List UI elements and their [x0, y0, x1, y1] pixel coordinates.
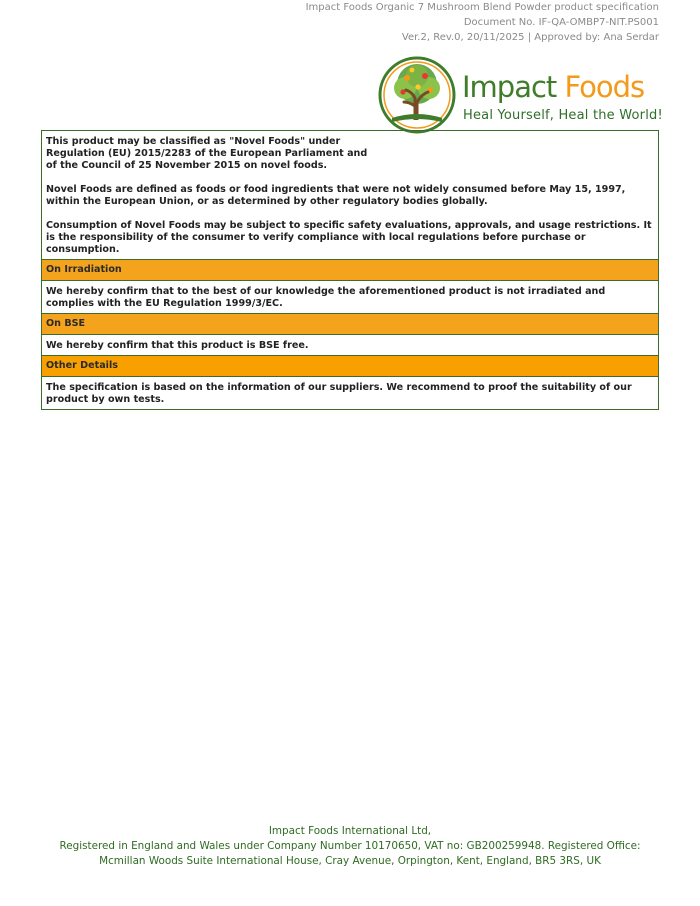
- novel-foods-paragraph-1: This product may be classified as "Novel Foods" under Regulation (EU) 2015/2283 of the European Parliament and of the Council of 25 November 2015 on novel foods.: [46, 136, 368, 171]
- company-logo: [378, 56, 663, 136]
- tree-logo-icon: [378, 56, 456, 134]
- section-heading-irradiation: On Irradiation: [42, 260, 658, 281]
- logo-wordmark: [462, 70, 644, 104]
- footer-registration: Registered in England and Wales under Company Number 10170650, VAT no: GB200259948. Registered Office:: [59, 840, 641, 852]
- section-heading-other-details: Other Details: [42, 356, 658, 377]
- novel-foods-paragraph-3: Consumption of Novel Foods may be subject to specific safety evaluations, approvals, and usage restrictions. It is the responsibility of the consumer to verify compliance with local regulations before purchase or consumption.: [46, 220, 652, 255]
- section-body-bse: We hereby confirm that this product is BSE free.: [42, 335, 658, 356]
- document-header: [306, 0, 659, 45]
- section-heading-bse: On BSE: [42, 314, 658, 335]
- logo-tagline: Heal Yourself, Heal the World!: [463, 108, 663, 123]
- header-title: Impact Foods Organic 7 Mushroom Blend Powder product specification: [305, 2, 659, 13]
- footer-company-name: Impact Foods International Ltd,: [268, 825, 432, 837]
- novel-foods-section: [42, 131, 658, 260]
- header-version: Ver.2, Rev.0, 20/11/2025 | Approved by: Ana Serdar: [401, 32, 659, 43]
- specification-table: [41, 130, 659, 410]
- document-footer: [0, 824, 700, 869]
- footer-address: Mcmillan Woods Suite International House, Cray Avenue, Orpington, Kent, England, BR5 3RS, UK: [99, 855, 601, 867]
- section-body-irradiation: We hereby confirm that to the best of our knowledge the aforementioned product is not irradiated and complies with the EU Regulation 1999/3/EC.: [42, 281, 658, 314]
- novel-foods-paragraph-2: Novel Foods are defined as foods or food ingredients that were not widely consumed before May 15, 1997, within the European Union, or as determined by other regulatory bodies globally.: [46, 184, 626, 207]
- logo-word-impact: Impact: [462, 70, 557, 104]
- header-document-number: Document No. IF-QA-OMBP7-NIT.PS001: [463, 17, 659, 28]
- section-body-other-details: The specification is based on the information of our suppliers. We recommend to proof the suitability of our product by own tests.: [46, 382, 632, 405]
- logo-word-foods: Foods: [556, 70, 645, 104]
